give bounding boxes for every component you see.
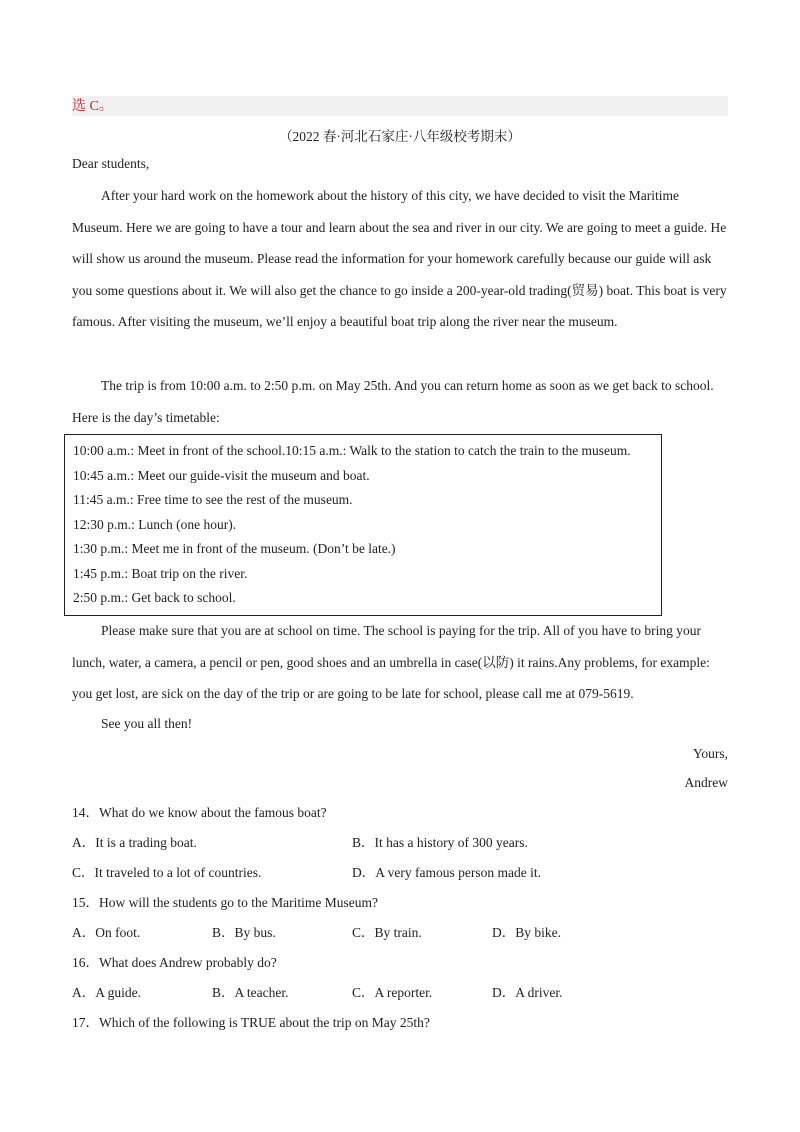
- q15-option-c: C．By train.: [352, 925, 422, 940]
- letter-paragraph-2: The trip is from 10:00 a.m. to 2:50 p.m. on May 25th. And you can return home as soon as we get back to school. Here is the day’s timetable:: [72, 378, 714, 425]
- question-14: 14．What do we know about the famous boat?: [72, 805, 327, 820]
- q16-option-a: A．A guide.: [72, 985, 141, 1000]
- letter-signoff: Yours,: [692, 746, 728, 761]
- timetable-line: 1:45 p.m.: Boat trip on the river.: [73, 565, 248, 581]
- timetable-line: 10:00 a.m.: Meet in front of the school.10:15 a.m.: Walk to the station to catch the train to the museum.: [73, 443, 631, 458]
- q16-option-d: D．A driver.: [492, 985, 563, 1000]
- question-17: 17．Which of the following is TRUE about the trip on May 25th?: [72, 1015, 430, 1030]
- timetable-line: 2:50 p.m.: Get back to school.: [73, 590, 236, 605]
- q16-option-b: B．A teacher.: [212, 985, 289, 1000]
- timetable-line: 11:45 a.m.: Free time to see the rest of the museum.: [73, 492, 353, 507]
- timetable-box: [64, 434, 662, 616]
- letter-closing: See you all then!: [101, 716, 193, 731]
- q15-option-d: D．By bike.: [492, 925, 561, 940]
- q14-option-a: A．It is a trading boat.: [72, 835, 197, 850]
- letter-signature: Andrew: [684, 775, 728, 790]
- q14-option-b: B．It has a history of 300 years.: [352, 835, 528, 850]
- q15-option-b: B．By bus.: [212, 925, 276, 940]
- question-15: 15．How will the students go to the Maritime Museum?: [72, 895, 378, 910]
- letter-paragraph-3: Please make sure that you are at school on time. The school is paying for the trip. All of you have to bring your lunch, water, a camera, a pencil or pen, good shoes and an umbrella in case(以防) it rains.Any problems, for example: you get lost, are sick on the day of the trip or are going to be late for school, please call me at 079-5619.: [72, 623, 710, 701]
- q14-option-d: D．A very famous person made it.: [352, 865, 541, 880]
- letter-greeting: Dear students,: [72, 156, 150, 171]
- q14-option-c: C．It traveled to a lot of countries.: [72, 865, 262, 880]
- answer-highlight-bar: [72, 96, 728, 116]
- q15-option-a: A．On foot.: [72, 925, 141, 940]
- answer-text: 选 C。: [72, 99, 113, 114]
- timetable-line: 12:30 p.m.: Lunch (one hour).: [73, 516, 237, 532]
- q16-option-c: C．A reporter.: [352, 985, 433, 1000]
- letter-paragraph-1: After your hard work on the homework about the history of this city, we have decided to visit the Maritime Museum. Here we are going to have a tour and learn about the sea and river in our city. We are going to meet a guide. He will show us around the museum. Please read the information for your homework carefully because our guide will ask you some questions about it. We will also get the chance to go inside a 200-year-old trading(贸易) boat. This boat is very famous. After visiting the museum, we’ll enjoy a beautiful boat trip along the river near the museum.: [72, 188, 727, 329]
- question-16: 16．What does Andrew probably do?: [72, 955, 277, 970]
- timetable-line: 1:30 p.m.: Meet me in front of the museum. (Don’t be late.): [73, 541, 396, 556]
- question-source: （2022 春·河北石家庄·八年级校考期末）: [279, 129, 521, 144]
- timetable-line: 10:45 a.m.: Meet our guide-visit the museum and boat.: [73, 467, 370, 483]
